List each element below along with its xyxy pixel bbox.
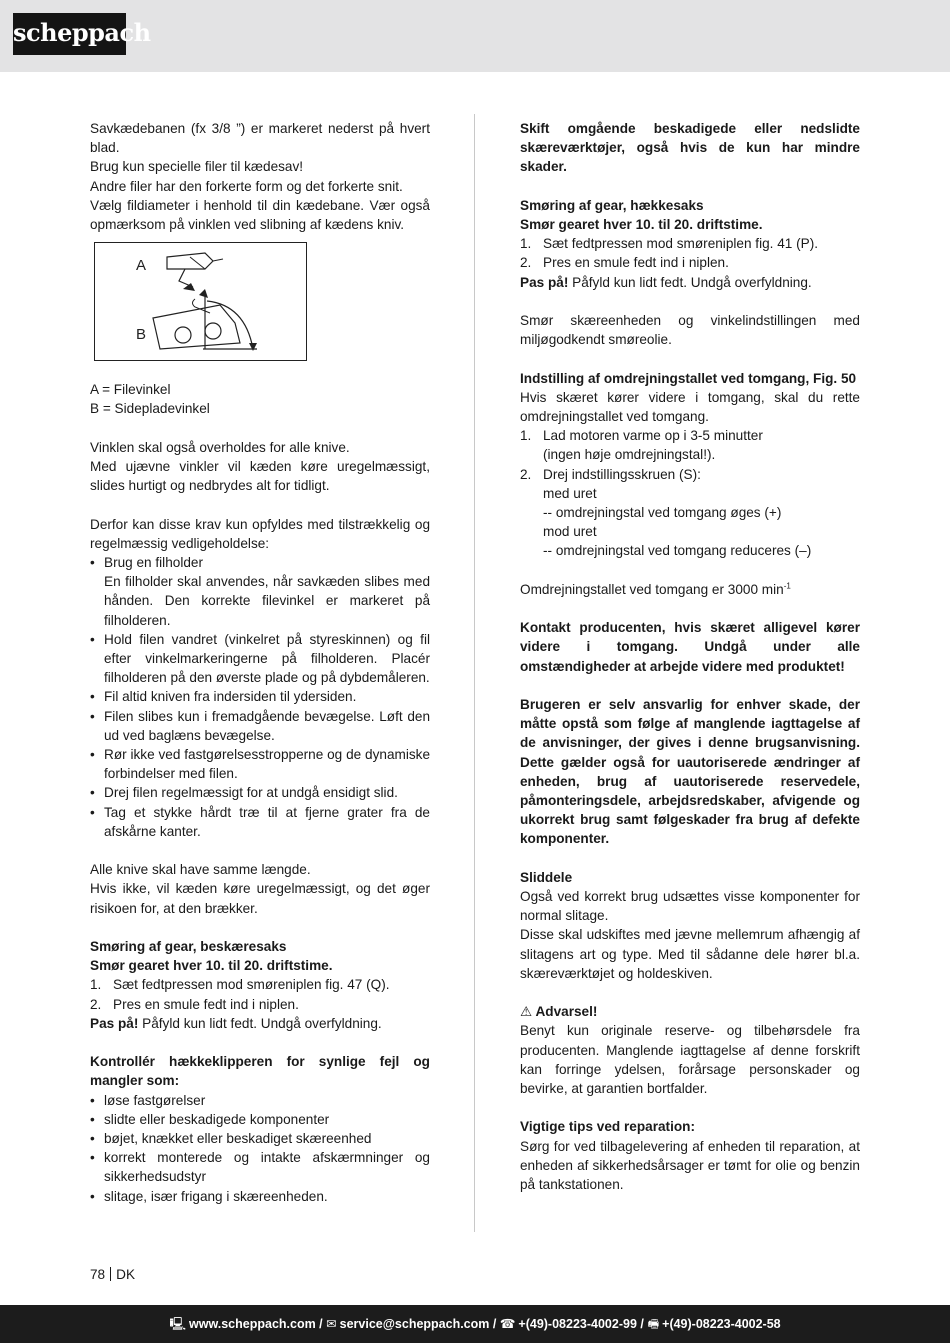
idle-steps: [520, 426, 860, 560]
repair-tips-text: Sørg for ved tilbagelevering af enheden til reparation, at enheden af sikkerhedsårsager er tømt for olie og benzin på tankstationen.: [520, 1138, 860, 1193]
bullet-text: Tag et stykke hårdt træ til at fjerne grater fra de afskårne kanter.: [104, 804, 430, 839]
check-item-text: løse fastgørelser: [104, 1092, 206, 1108]
knives-length-text: Alle knive skal have samme længde.: [90, 862, 311, 878]
wear-parts-title: Sliddele: [520, 869, 573, 885]
bullet-text: Fil altid kniven fra indersiden til ydersiden.: [104, 689, 357, 705]
email-link[interactable]: service@scheppach.com /: [339, 1317, 497, 1331]
column-divider: [474, 114, 475, 1232]
mail-icon: ✉: [326, 1317, 337, 1331]
list-item: • Tag et stykke hårdt træ til at fjerne grater fra de afskårne kanter.: [90, 803, 430, 841]
figure-label-b: B: [136, 326, 147, 344]
oil-text: Smør skæreenheden og vinkelindstillingen med miljøgodkendt smøreolie.: [520, 313, 860, 348]
maintenance-intro: Derfor kan disse krav kun opfyldes med tilstrækkelig og regelmæssig vedligeholdelse:: [90, 516, 430, 551]
right-column: [520, 119, 860, 1194]
list-item: • bøjet, knækket eller beskadiget skæreenhed: [90, 1129, 430, 1148]
lube-note-left: Pas på! Påfyld kun lidt fedt. Undgå overfyldning.: [90, 1015, 382, 1031]
website-link[interactable]: www.scheppach.com /: [189, 1317, 323, 1331]
bullet-text: Filen slibes kun i fremadgående bevægelse. Løft den ud ved baglæns bevægelse.: [104, 708, 430, 743]
list-item: • slidte eller beskadigede komponenter: [90, 1110, 430, 1129]
list-item: • Rør ikke ved fastgørelsesstropperne og de dynamiske forbindelser med filen.: [90, 745, 430, 783]
bullet-text: Drej filen regelmæssigt for at undgå ensidigt slid.: [104, 785, 398, 801]
idle-title: Indstilling af omdrejningstallet ved tomgang, Fig. 50: [520, 370, 857, 386]
list-item: 2. Pres en smule fedt ind i niplen.: [520, 253, 860, 272]
bullet-text: Rør ikke ved fastgørelsesstropperne og de dynamiske forbindelser med filen.: [104, 747, 430, 782]
list-item: • løse fastgørelser: [90, 1091, 430, 1110]
fax-number: +(49)-08223-4002-58: [662, 1317, 781, 1331]
list-item: • Filen slibes kun i fremadgående bevægelse. Løft den ud ved baglæns bevægelse.: [90, 707, 430, 745]
warning-title: ⚠ Advarsel!: [520, 1004, 598, 1020]
rpm-decrease-text: -- omdrejningstal ved tomgang reduceres (–): [543, 543, 812, 559]
check-item-text: slidte eller beskadigede komponenter: [104, 1111, 330, 1127]
list-item: • Drej filen regelmæssigt for at undgå ensidigt slid.: [90, 783, 430, 802]
page-number: 78 DK: [90, 1267, 136, 1282]
list-item: • korrekt monterede og intakte afskærmninger og sikkerhedsudstyr: [90, 1148, 430, 1186]
sharpening-bullet-list: [90, 553, 430, 841]
special-file-text: Brug kun specielle filer til kædesav!: [90, 159, 304, 175]
liability-warning: Brugeren er selv ansvarlig for enhver skade, der måtte opstå som følge af manglende iagttagelse af de anvisninger, der gives i denne brugsanvisning. Dette gælder også for uautoriserede ændringer af enheden, brug af uautoriserede reservedele, påmonteringsdele, arbejdsredskaber, afvigende og ukorrekt brug samt følgeskader fra brug af defekte komponenter.: [520, 697, 860, 847]
step-text: Sæt fedtpressen mod smøreniplen fig. 41 (P).: [543, 236, 819, 252]
clockwise-label: med uret: [543, 485, 597, 501]
lube-steps-right: [520, 234, 860, 272]
file-angle-figure: [94, 242, 307, 361]
list-item: • slitage, især frigang i skæreenheden.: [90, 1187, 430, 1206]
counterclockwise-label: mod uret: [543, 524, 597, 540]
list-item: • Brug en filholder En filholder skal anvendes, når savkæden slibes med hånden. Den korrekte filevinkel er markeret på filholderen.: [90, 553, 430, 630]
legend-b: B = Sidepladevinkel: [90, 401, 210, 417]
step-text: Drej indstillingsskruen (S):: [543, 466, 701, 482]
chain-bar-mark-text: Savkædebanen (fx 3/8 ”) er markeret nederst på hvert blad.: [90, 121, 430, 156]
check-title: Kontrollér hækkeklipperen for synlige fejl og mangler som:: [90, 1054, 430, 1089]
check-item-text: korrekt monterede og intakte afskærmninger og sikkerhedsudstyr: [104, 1150, 430, 1185]
lube-steps-left: [90, 975, 430, 1013]
step-text: Lad motoren varme op i 3-5 minutter: [543, 428, 763, 444]
step-text: Pres en smule fedt ind i niplen.: [113, 996, 299, 1012]
figure-label-a: A: [136, 257, 147, 275]
lube-title-left: Smøring af gear, beskæresaks: [90, 939, 287, 955]
check-list: [90, 1091, 430, 1206]
lube-note-right: Pas på! Påfyld kun lidt fedt. Undgå overfyldning.: [520, 274, 812, 290]
list-item: 1. Lad motoren varme op i 3-5 minutter: [520, 426, 860, 445]
list-item: 2. Pres en smule fedt ind i niplen.: [90, 995, 430, 1014]
legend-a: A = Filevinkel: [90, 382, 171, 398]
wrong-file-text: Andre filer har den forkerte form og det forkerte snit.: [90, 178, 403, 194]
idle-text: Hvis skæret kører videre i tomgang, skal du rette omdrejningstallet ved tomgang.: [520, 389, 860, 424]
wear-parts-text-2: Disse skal udskiftes med jævne mellemrum afhængig af slitagens art og type. Med til sådanne dele hører bl.a. skæreværktøjet og holdeskiven.: [520, 927, 860, 981]
computer-icon: 🖳: [169, 1317, 187, 1331]
angle-text-2: Med ujævne vinkler vil kæden køre uregelmæssigt, slides hurtigt og nedbrydes alt for tidligt.: [90, 459, 430, 494]
chain-tooth-diagram: [95, 243, 308, 362]
replace-tools-warning: Skift omgående beskadigede eller nedslidte skæreværktøjer, også hvis de kun har mindre skader.: [520, 121, 860, 175]
angle-text-1: Vinklen skal også overholdes for alle knive.: [90, 439, 350, 455]
step-text: Sæt fedtpressen mod smøreniplen fig. 47 (Q).: [113, 977, 390, 993]
header-bar: [0, 0, 950, 72]
wear-parts-text-1: Også ved korrekt brug udsættes visse komponenter for normal slitage.: [520, 889, 860, 924]
bullet-text: Brug en filholder En filholder skal anvendes, når savkæden slibes med hånden. Den korrekte filevinkel er markeret på filholderen.: [104, 555, 430, 628]
list-item-continuation: (ingen høje omdrejningstal!).: [543, 447, 716, 463]
lube-subtitle-right: Smør gearet hver 10. til 20. driftstime.: [520, 217, 763, 232]
check-item-text: bøjet, knækket eller beskadiget skæreenhed: [104, 1131, 372, 1147]
repair-tips-title: Vigtige tips ved reparation:: [520, 1119, 695, 1135]
contact-footer-bar: [0, 1305, 950, 1343]
phone-number: +(49)-08223-4002-99 /: [518, 1317, 644, 1331]
list-item: • Hold filen vandret (vinkelret på styreskinnen) og fil efter vinkelmarkeringerne på filholderen. Placér filholderen på den øverste plade og på dybdemåleren.: [90, 630, 430, 688]
list-item: 1. Sæt fedtpressen mod smøreniplen fig. 41 (P).: [520, 234, 860, 253]
step-text: Pres en smule fedt ind i niplen.: [543, 255, 729, 271]
left-column: [90, 119, 430, 1206]
file-diameter-text: Vælg fildiameter i henhold til din kædebane. Vær også opmærksom på vinklen ved slibning af kædens kniv.: [90, 197, 430, 233]
scheppach-logo: scheppach: [13, 13, 126, 55]
lube-title-right: Smøring af gear, hækkesaks: [520, 197, 704, 213]
contact-manufacturer-warning: Kontakt producenten, hvis skæret alligevel kører videre i tomgang. Undgå under alle omstændigheder at arbejde videre med produktet!: [520, 620, 860, 674]
rpm-increase-text: -- omdrejningstal ved tomgang øges (+): [543, 505, 782, 521]
idle-rpm-text: Omdrejningstallet ved tomgang er 3000 $\min^{-1}$: [520, 581, 791, 597]
phone-icon: ☎: [499, 1317, 516, 1331]
list-item: • Fil altid kniven fra indersiden til ydersiden.: [90, 687, 430, 706]
fax-icon: 🖷: [647, 1317, 660, 1331]
check-item-text: slitage, især frigang i skæreenheden.: [104, 1188, 328, 1204]
warning-text: Benyt kun originale reserve- og tilbehørsdele fra producenten. Manglende iagttagelse af denne forskrift kan forringe ydelsen, forårsage personskader og bevirke, at garantien bortfalder.: [520, 1023, 860, 1097]
bullet-text: Hold filen vandret (vinkelret på styreskinnen) og fil efter vinkelmarkeringerne på filholderen. Placér filholderen på den øverste plade og på dybdemåleren.: [104, 631, 430, 686]
list-item: 2. Drej indstillingsskruen (S):: [520, 465, 860, 484]
lube-subtitle-left: Smør gearet hver 10. til 20. driftstime.: [90, 958, 333, 974]
knives-risk-text: Hvis ikke, vil kæden køre uregelmæssigt, og det øger risikoen for, at den brækker.: [90, 881, 430, 916]
list-item: 1. Sæt fedtpressen mod smøreniplen fig. 47 (Q).: [90, 975, 430, 994]
